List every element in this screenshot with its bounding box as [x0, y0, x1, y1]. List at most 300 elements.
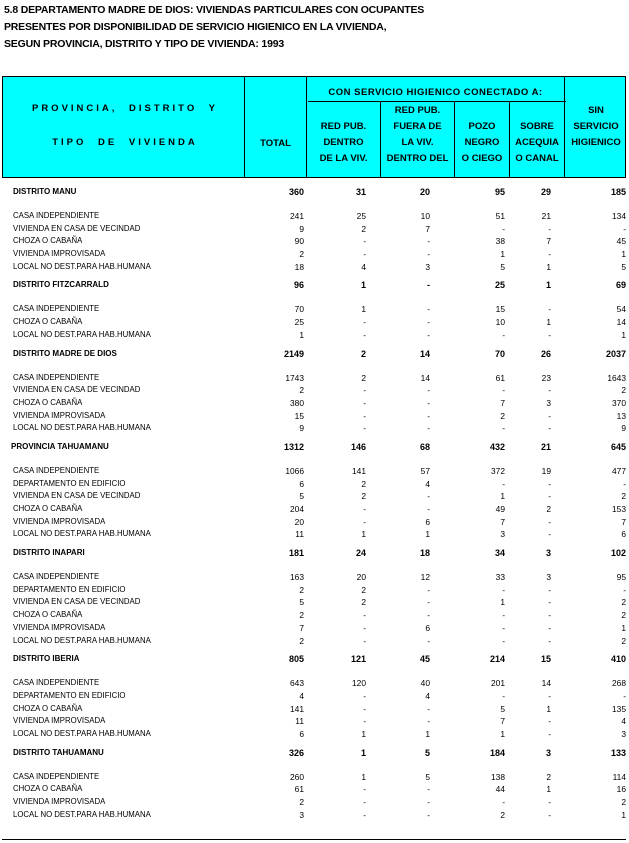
cell-value: 5 [621, 261, 626, 272]
cell-value: - [548, 716, 551, 727]
cell-value: 2 [621, 491, 626, 502]
cell-value: 2 [500, 809, 505, 820]
table-row [0, 572, 629, 585]
cell-value: - [363, 385, 366, 396]
table-row [0, 236, 629, 249]
cell-value: 2 [361, 478, 366, 489]
cell-value: 114 [612, 771, 626, 782]
row-label: DEPARTAMENTO EN EDIFICIO [13, 478, 126, 488]
cell-value: - [548, 635, 551, 646]
table-row [0, 772, 629, 785]
cell-value: 4 [621, 716, 626, 727]
cell-value: 204 [290, 504, 304, 514]
cell-value: - [363, 703, 366, 714]
row-label: CASA INDEPENDIENTE [13, 771, 100, 781]
table-row [0, 517, 629, 530]
cell-value: 6 [299, 728, 304, 739]
cell-value: - [623, 690, 626, 701]
cell-value: - [623, 478, 626, 489]
cell-value: 2 [361, 584, 366, 595]
cell-value: 11 [295, 529, 304, 540]
row-label: DISTRITO IBERIA [13, 654, 80, 664]
cell-value: 2 [546, 771, 551, 782]
cell-value: 26 [540, 348, 551, 359]
group-total-row [0, 280, 629, 304]
group-spacer [0, 822, 629, 828]
cell-value: 477 [612, 465, 626, 476]
table-row [0, 636, 629, 649]
cell-value: 645 [610, 441, 626, 452]
cell-value: - [427, 809, 430, 820]
title-line-1: 5.8 DEPARTAMENTO MADRE DE DIOS: VIVIENDAS PARTICULARES CON OCUPANTES [4, 4, 425, 16]
row-label: LOCAL NO DEST.PARA HAB.HUMANA [13, 423, 151, 433]
table-row [0, 317, 629, 330]
row-label: LOCAL NO DEST.PARA HAB.HUMANA [13, 261, 151, 271]
table-row [0, 716, 629, 729]
cell-value: 805 [288, 654, 304, 665]
cell-value: 49 [495, 504, 505, 514]
cell-value: 21 [541, 211, 551, 221]
row-label: DISTRITO INAPARI [13, 548, 85, 558]
cell-value: 40 [420, 678, 430, 689]
cell-value: 2 [299, 584, 304, 595]
cell-value: 14 [419, 348, 430, 359]
row-label: CASA INDEPENDIENTE [13, 372, 100, 382]
cell-value: - [548, 584, 551, 595]
cell-value: 1 [299, 329, 304, 340]
table-row [0, 262, 629, 275]
table-row [0, 704, 629, 717]
cell-value: 153 [612, 504, 626, 514]
cell-value: - [427, 385, 430, 396]
cell-value: - [363, 690, 366, 701]
cell-value: 6 [425, 622, 430, 633]
cell-value: - [502, 584, 505, 595]
cell-value: 45 [616, 236, 626, 247]
cell-value: 7 [621, 516, 626, 527]
cell-value: 2 [546, 504, 551, 514]
cell-value: - [548, 249, 551, 260]
cell-value: - [502, 622, 505, 633]
cell-value: 90 [294, 236, 304, 247]
cell-value: 10 [495, 317, 505, 328]
cell-value: - [548, 809, 551, 820]
cell-value: 1312 [283, 441, 304, 452]
cell-value: - [427, 797, 430, 807]
cell-value: - [427, 397, 430, 408]
cell-value: - [548, 797, 551, 807]
cell-value: - [548, 516, 551, 527]
cell-value: 5 [299, 597, 304, 608]
title-line-2: PRESENTES POR DISPONIBILIDAD DE SERVICIO HIGIENICO EN LA VIVIENDA, [4, 21, 387, 33]
row-label: LOCAL NO DEST.PARA HAB.HUMANA [13, 529, 151, 539]
cell-value: 3 [425, 261, 430, 272]
header-col4: SOBRE ACEQUIA O CANAL [515, 121, 559, 164]
cell-value: 121 [350, 654, 366, 665]
table-row [0, 623, 629, 636]
cell-value: 11 [295, 716, 304, 727]
header-provincia-line1: PROVINCIA, DISTRITO Y [31, 103, 219, 114]
table-row [0, 479, 629, 492]
cell-value: 33 [495, 572, 505, 583]
cell-value: - [548, 423, 551, 434]
cell-value: 360 [288, 187, 304, 197]
cell-value: 185 [610, 187, 626, 197]
cell-value: - [363, 622, 366, 633]
cell-value: 7 [299, 622, 304, 633]
header-provincia-line2: TIPO DE VIVIENDA [52, 137, 198, 148]
cell-value: 1 [621, 249, 626, 260]
cell-value: 4 [425, 478, 430, 489]
cell-value: 1 [546, 703, 551, 714]
group-total-row [0, 442, 629, 466]
row-label: VIVIENDA IMPROVISADA [13, 249, 106, 259]
table-row [0, 423, 629, 436]
table-row [0, 491, 629, 504]
cell-value: - [363, 423, 366, 434]
group-total-row [0, 187, 629, 211]
cell-value: - [363, 716, 366, 727]
cell-value: 2 [361, 223, 366, 234]
cell-value: 18 [419, 548, 430, 559]
cell-value: 138 [491, 771, 505, 782]
table-header [2, 76, 626, 178]
cell-value: 3 [621, 728, 626, 739]
cell-value: 1 [545, 280, 551, 291]
cell-value: - [427, 716, 430, 727]
row-label: LOCAL NO DEST.PARA HAB.HUMANA [13, 728, 151, 738]
cell-value: 18 [294, 261, 304, 272]
cell-value: - [427, 784, 430, 795]
cell-value: 61 [294, 784, 304, 795]
row-label: VIVIENDA IMPROVISADA [13, 410, 106, 420]
cell-value: 9 [299, 423, 304, 434]
title-line-3: SEGUN PROVINCIA, DISTRITO Y TIPO DE VIVIENDA: 1993 [4, 38, 284, 50]
cell-value: 6 [299, 478, 304, 489]
header-col5: SIN SERVICIO HIGIENICO [571, 105, 621, 148]
cell-value: 410 [610, 654, 626, 665]
row-label: CASA INDEPENDIENTE [13, 304, 100, 314]
cell-value: 13 [616, 410, 626, 421]
table-bottom-rule [2, 839, 626, 840]
table-row [0, 729, 629, 742]
cell-value: 7 [425, 223, 430, 234]
cell-value: 6 [425, 516, 430, 527]
cell-value: - [427, 317, 430, 328]
row-label: DEPARTAMENTO EN EDIFICIO [13, 690, 126, 700]
cell-value: 268 [612, 678, 626, 689]
cell-value: - [548, 529, 551, 540]
cell-value: 1743 [285, 372, 304, 383]
cell-value: 25 [494, 280, 505, 291]
cell-value: - [363, 236, 366, 247]
header-total: TOTAL [260, 138, 291, 149]
row-label: CASA INDEPENDIENTE [13, 678, 100, 688]
table-row [0, 373, 629, 386]
cell-value: 432 [489, 441, 505, 452]
cell-value: 1066 [285, 465, 304, 476]
cell-value: - [363, 397, 366, 408]
table-body [0, 187, 629, 828]
row-label: LOCAL NO DEST.PARA HAB.HUMANA [13, 329, 151, 339]
cell-value: 21 [540, 441, 551, 452]
cell-value: 120 [352, 678, 366, 689]
cell-value: - [548, 223, 551, 234]
table-row [0, 585, 629, 598]
cell-value: - [427, 236, 430, 247]
cell-value: 95 [494, 187, 505, 197]
group-total-row [0, 654, 629, 678]
cell-value: 4 [425, 690, 430, 701]
cell-value: - [427, 410, 430, 421]
cell-value: 2 [361, 372, 366, 383]
row-label: VIVIENDA EN CASA DE VECINDAD [13, 491, 141, 501]
cell-value: 3 [299, 809, 304, 820]
cell-value: - [502, 223, 505, 234]
cell-value: 5 [425, 771, 430, 782]
cell-value: - [548, 597, 551, 608]
cell-value: 2 [621, 797, 626, 807]
cell-value: - [623, 223, 626, 234]
cell-value: - [363, 329, 366, 340]
cell-value: - [427, 635, 430, 646]
cell-value: 241 [290, 211, 304, 221]
cell-value: 96 [293, 280, 304, 291]
cell-value: 2149 [283, 348, 304, 359]
cell-value: 7 [546, 236, 551, 247]
cell-value: 23 [541, 372, 551, 383]
row-label: VIVIENDA IMPROVISADA [13, 716, 106, 726]
cell-value: - [427, 491, 430, 502]
header-divider-horizontal [308, 101, 566, 102]
cell-value: 2 [621, 610, 626, 621]
cell-value: 141 [352, 465, 366, 476]
cell-value: 5 [424, 747, 430, 758]
row-label: CASA INDEPENDIENTE [13, 211, 100, 220]
table-row [0, 466, 629, 479]
cell-value: - [363, 797, 366, 807]
row-label: VIVIENDA IMPROVISADA [13, 797, 106, 806]
cell-value: 102 [610, 548, 626, 559]
cell-value: 7 [500, 716, 505, 727]
header-col2: RED PUB. FUERA DE LA VIV. DENTRO DEL [386, 105, 449, 164]
row-label: CHOZA O CABAÑA [13, 504, 83, 513]
cell-value: 95 [616, 572, 626, 583]
cell-value: 1 [546, 261, 551, 272]
table-row [0, 211, 629, 224]
row-label: VIVIENDA EN CASA DE VECINDAD [13, 385, 141, 395]
row-label: CASA INDEPENDIENTE [13, 465, 100, 475]
row-label: DISTRITO MANU [13, 187, 77, 196]
row-label: CHOZA O CABAÑA [13, 397, 83, 407]
cell-value: 184 [489, 747, 505, 758]
cell-value: 1 [361, 304, 366, 315]
table-row [0, 224, 629, 237]
cell-value: 134 [612, 211, 626, 221]
cell-value: 1 [500, 249, 505, 260]
cell-value: - [363, 410, 366, 421]
cell-value: 1 [500, 728, 505, 739]
cell-value: 25 [294, 317, 304, 328]
row-label: LOCAL NO DEST.PARA HAB.HUMANA [13, 809, 151, 819]
cell-value: 1 [425, 728, 430, 739]
cell-value: - [427, 597, 430, 608]
cell-value: 1 [621, 809, 626, 820]
cell-value: 326 [288, 747, 304, 758]
table-row [0, 529, 629, 542]
table-row [0, 411, 629, 424]
cell-value: 1 [621, 622, 626, 633]
header-col3: POZO NEGRO O CIEGO [461, 121, 503, 164]
table-row [0, 610, 629, 623]
cell-value: 4 [299, 690, 304, 701]
cell-value: 25 [356, 211, 366, 221]
cell-value: 214 [489, 654, 505, 665]
cell-value: 2 [621, 385, 626, 396]
cell-value: - [427, 280, 430, 291]
table-row [0, 597, 629, 610]
cell-value: 1 [361, 728, 366, 739]
cell-value: 1 [360, 747, 366, 758]
table-row [0, 784, 629, 797]
cell-value: 1 [361, 771, 366, 782]
row-label: DISTRITO TAHUAMANU [13, 747, 104, 757]
cell-value: 181 [288, 548, 304, 559]
row-label: CASA INDEPENDIENTE [13, 572, 100, 582]
cell-value: 141 [290, 703, 304, 714]
row-label: VIVIENDA IMPROVISADA [13, 622, 106, 632]
cell-value: 20 [419, 187, 430, 197]
cell-value: 31 [355, 187, 366, 197]
cell-value: - [548, 690, 551, 701]
cell-value: 3 [546, 572, 551, 583]
cell-value: 133 [610, 747, 626, 758]
cell-value: 372 [491, 465, 505, 476]
cell-value: 29 [540, 187, 551, 197]
cell-value: 2 [360, 348, 366, 359]
table-row [0, 249, 629, 262]
table-row [0, 398, 629, 411]
cell-value: - [502, 329, 505, 340]
cell-value: 2 [621, 635, 626, 646]
cell-value: 1 [360, 280, 366, 291]
cell-value: 14 [616, 317, 626, 328]
cell-value: 1 [621, 329, 626, 340]
cell-value: 2 [361, 491, 366, 502]
cell-value: 2 [621, 597, 626, 608]
header-divider [244, 77, 245, 177]
cell-value: 2 [361, 597, 366, 608]
cell-value: 45 [419, 654, 430, 665]
table-row [0, 678, 629, 691]
cell-value: 34 [494, 548, 505, 559]
cell-value: 2037 [605, 348, 626, 359]
cell-value: 3 [546, 397, 551, 408]
cell-value: 1 [425, 529, 430, 540]
cell-value: 9 [299, 223, 304, 234]
cell-value: - [363, 809, 366, 820]
cell-value: 51 [495, 211, 505, 221]
table-row [0, 304, 629, 317]
cell-value: - [502, 478, 505, 489]
cell-value: 54 [616, 304, 626, 315]
row-label: CHOZA O CABAÑA [13, 317, 83, 327]
cell-value: 57 [420, 465, 430, 476]
cell-value: 4 [361, 261, 366, 272]
table-title [4, 2, 424, 53]
cell-value: - [427, 584, 430, 595]
cell-value: 12 [420, 572, 430, 583]
cell-value: 14 [420, 372, 430, 383]
cell-value: 1 [361, 529, 366, 540]
cell-value: 146 [350, 441, 366, 452]
cell-value: 70 [494, 348, 505, 359]
cell-value: 44 [495, 784, 505, 795]
cell-value: 260 [290, 771, 304, 782]
cell-value: 1 [500, 597, 505, 608]
row-label: PROVINCIA TAHUAMANU [11, 441, 109, 451]
cell-value: - [502, 385, 505, 396]
cell-value: 2 [299, 635, 304, 646]
row-label: VIVIENDA EN CASA DE VECINDAD [13, 223, 141, 233]
cell-value: - [548, 728, 551, 739]
cell-value: 1 [500, 491, 505, 502]
cell-value: 3 [500, 529, 505, 540]
cell-value: - [427, 249, 430, 260]
row-label: DISTRITO MADRE DE DIOS [13, 348, 117, 358]
cell-value: 15 [540, 654, 551, 665]
row-label: DISTRITO FITZCARRALD [13, 280, 109, 290]
group-total-row [0, 548, 629, 572]
cell-value: 70 [294, 304, 304, 315]
row-label: DEPARTAMENTO EN EDIFICIO [13, 584, 126, 594]
cell-value: 2 [299, 249, 304, 260]
cell-value: - [427, 423, 430, 434]
cell-value: 24 [355, 548, 366, 559]
cell-value: 201 [491, 678, 505, 689]
cell-value: - [427, 329, 430, 340]
cell-value: - [502, 690, 505, 701]
cell-value: 15 [495, 304, 505, 315]
cell-value: - [363, 516, 366, 527]
cell-value: 2 [500, 410, 505, 421]
cell-value: 38 [495, 236, 505, 247]
cell-value: 5 [500, 261, 505, 272]
row-label: LOCAL NO DEST.PARA HAB.HUMANA [13, 635, 151, 645]
cell-value: - [363, 249, 366, 260]
cell-value: 380 [290, 397, 304, 408]
cell-value: - [363, 784, 366, 795]
cell-value: - [623, 584, 626, 595]
cell-value: - [427, 504, 430, 514]
cell-value: 1 [546, 317, 551, 328]
cell-value: 1 [546, 784, 551, 795]
cell-value: 15 [294, 410, 304, 421]
row-label: CHOZA O CABAÑA [13, 703, 83, 713]
table-row [0, 810, 629, 823]
cell-value: 2 [299, 797, 304, 807]
cell-value: 2 [299, 385, 304, 396]
cell-value: - [548, 385, 551, 396]
cell-value: 7 [500, 516, 505, 527]
cell-value: 10 [420, 211, 430, 221]
cell-value: 61 [495, 372, 505, 383]
header-group: CON SERVICIO HIGIENICO CONECTADO A: [328, 87, 543, 98]
row-label: CHOZA O CABAÑA [13, 610, 83, 620]
cell-value: 7 [500, 397, 505, 408]
row-label: VIVIENDA IMPROVISADA [13, 516, 106, 526]
cell-value: 20 [356, 572, 366, 583]
